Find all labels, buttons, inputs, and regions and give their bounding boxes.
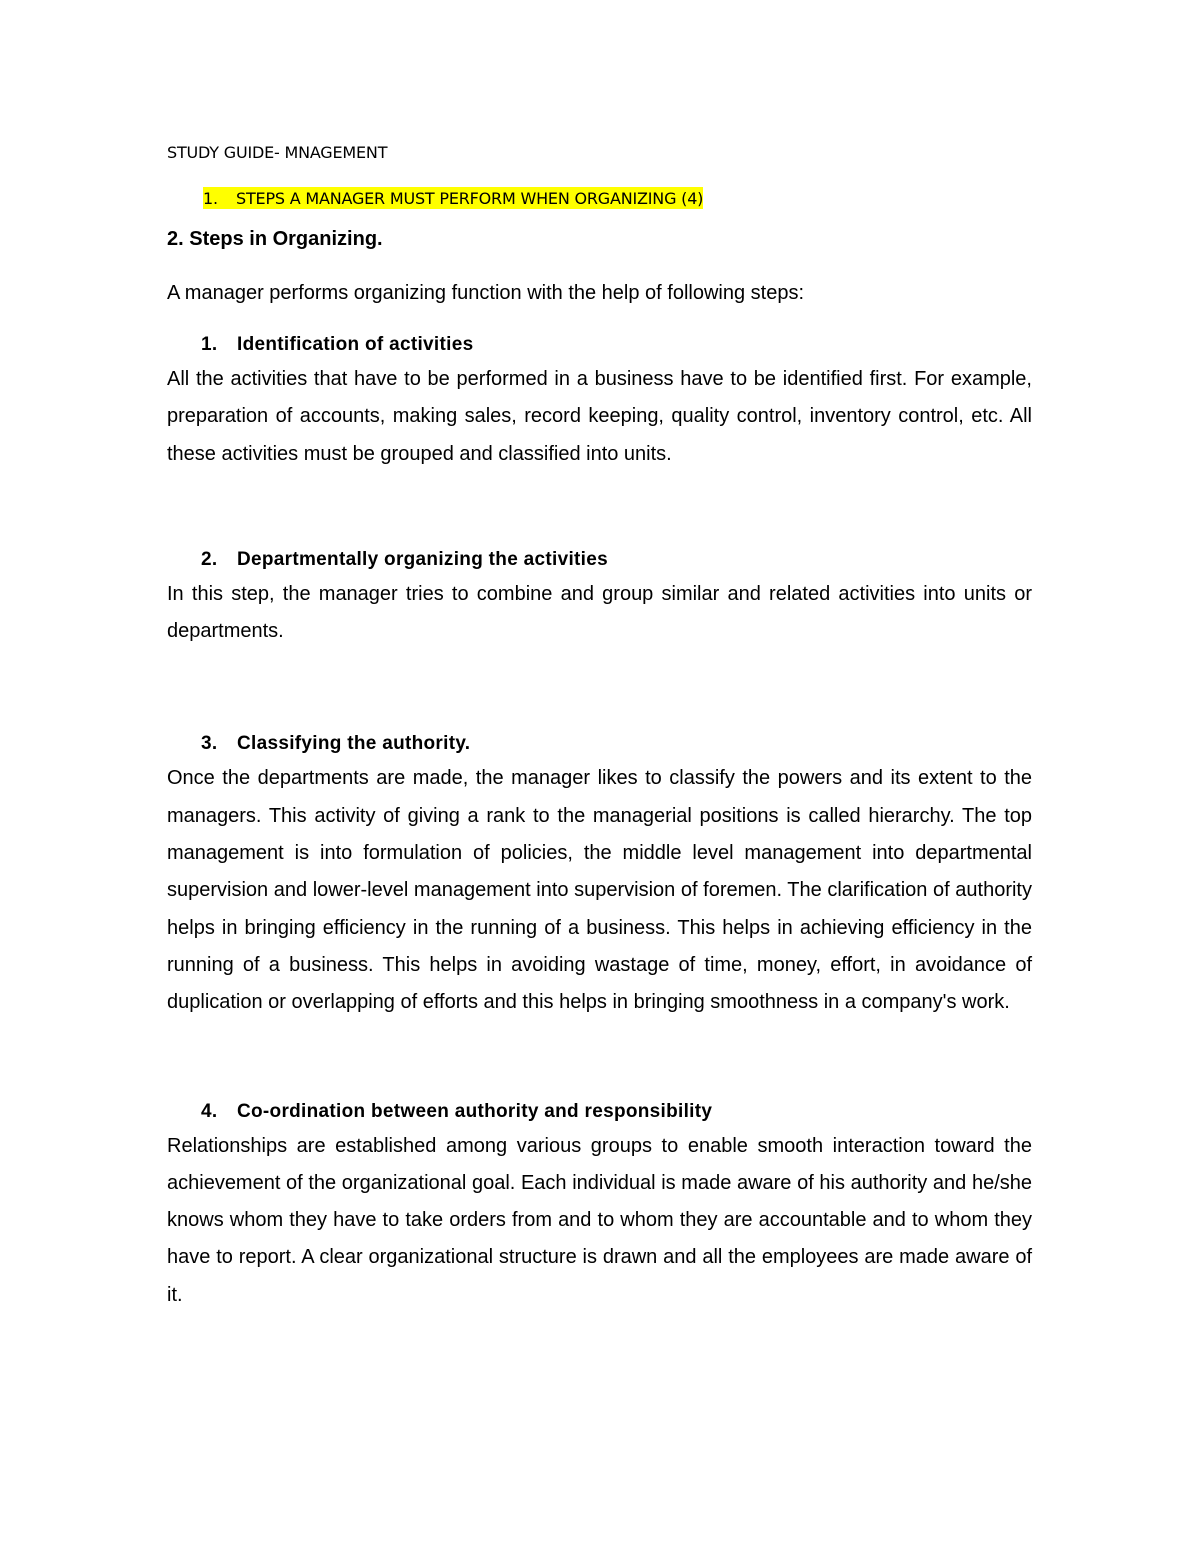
question-text: STEPS A MANAGER MUST PERFORM WHEN ORGANIZING (4) — [236, 189, 704, 208]
document-content — [167, 141, 1032, 1314]
step-body: Once the departments are made, the manager likes to classify the powers and its extent to the managers. This activity of giving a rank to the managerial positions is called hierarchy. The top management is into formulation of policies, the middle level management into departmental supervision and lower-level management into supervision of foremen. The clarification of authority helps in bringing efficiency in the running of a business. This helps in achieving efficiency in the running of a business. This helps in avoiding wastage of time, money, effort, in avoidance of duplication or overlapping of efforts and this helps in bringing smoothness in a company's work. — [167, 767, 1032, 1014]
step-number: 3. — [201, 733, 218, 755]
step-title: Co-ordination between authority and responsibility — [237, 1100, 713, 1122]
intro-paragraph: A manager performs organizing function with the help of following steps: — [167, 282, 805, 304]
step-section — [167, 732, 1032, 1021]
step-section — [167, 333, 1032, 473]
step-heading — [167, 333, 1032, 357]
document-title: STUDY GUIDE- MNAGEMENT — [167, 143, 388, 162]
step-body: Relationships are established among various groups to enable smooth interaction toward the achievement of the organizational goal. Each individual is made aware of his authority and he/she knows whom they have to take orders from and to whom they are accountable and to whom they have to report. A clear organizational structure is drawn and all the employees are made aware of it. — [167, 1134, 1032, 1306]
question-number: 1. — [203, 189, 218, 208]
step-number: 2. — [201, 548, 218, 570]
step-title: Identification of activities — [237, 334, 474, 355]
step-section — [167, 548, 1032, 651]
step-number: 4. — [201, 1100, 218, 1122]
highlighted-question — [203, 187, 703, 209]
step-body: All the activities that have to be performed in a business have to be identified first. For example, preparation of accounts, making sales, record keeping, quality control, inventory control, etc. All these activities must be grouped and classified into units. — [167, 368, 1032, 465]
section-heading: 2. Steps in Organizing. — [167, 228, 383, 250]
step-body: In this step, the manager tries to combine and group similar and related activities into units or departments. — [167, 582, 1032, 643]
step-section — [167, 1100, 1032, 1314]
step-heading — [167, 732, 1032, 756]
step-title: Classifying the authority. — [237, 733, 471, 755]
step-heading — [167, 1100, 1032, 1124]
step-title: Departmentally organizing the activities — [237, 548, 608, 570]
step-heading — [167, 548, 1032, 572]
question-item — [203, 187, 1032, 211]
step-number: 1. — [201, 334, 218, 355]
